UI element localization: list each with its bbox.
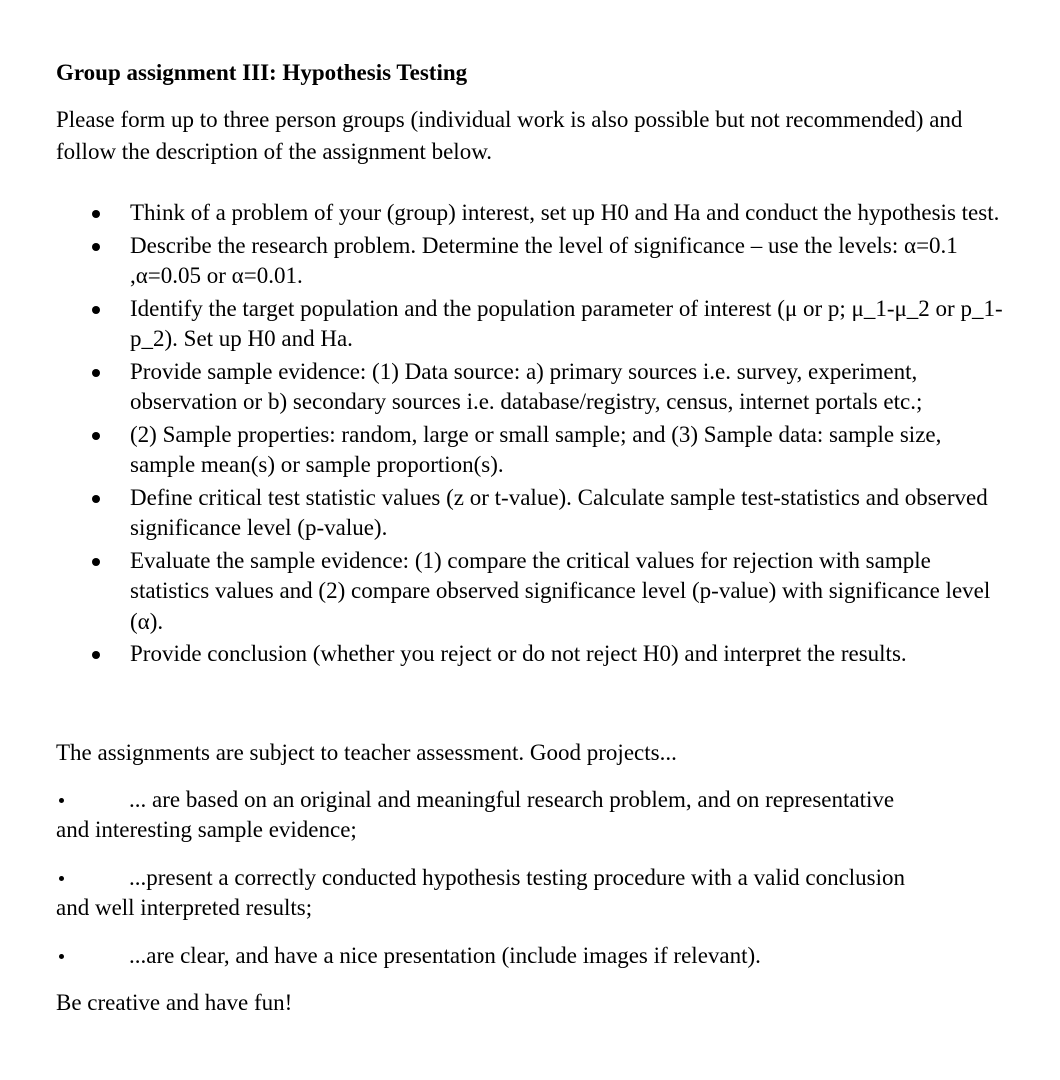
list-item (56, 231, 1006, 292)
criterion-item (56, 941, 1006, 971)
criterion-first-line: ...present a correctly conducted hypothesis testing procedure with a valid conclusion (129, 864, 906, 890)
list-item (56, 294, 1006, 355)
bullet-icon (92, 495, 100, 503)
list-item-text: Describe the research problem. Determine the level of significance – use the levels: α=0.1 ,α=0.05 or α=0.01. (130, 232, 958, 288)
bullet-icon (59, 876, 64, 881)
bullet-icon (59, 798, 64, 803)
criterion-item (56, 863, 1006, 923)
document-title: Group assignment III: Hypothesis Testing (56, 60, 468, 85)
bullet-icon (92, 306, 100, 314)
list-item-text: Evaluate the sample evidence: (1) compare the critical values for rejection with sample statistics values and (2) compare observed significance level (p-value) with significance level (α). (130, 547, 991, 634)
list-item-text: (2) Sample properties: random, large or small sample; and (3) Sample data: sample size, sample mean(s) or sample proportion(s). (130, 421, 942, 477)
criterion-item (56, 785, 1006, 845)
criterion-first-line: ... are based on an original and meaningful research problem, and on representative (129, 786, 895, 812)
list-item (56, 639, 1006, 670)
list-item-text: Identify the target population and the population parameter of interest (μ or p; μ_1-μ_2 or p_1-p_2). Set up H0 and Ha. (130, 295, 1003, 351)
bullet-icon (59, 954, 64, 959)
intro-paragraph: Please form up to three person groups (individual work is also possible but not recommended) and follow the description of the assignment below. (56, 107, 963, 164)
list-item (56, 420, 1006, 481)
list-item (56, 546, 1006, 638)
bullet-icon (92, 651, 100, 659)
list-item (56, 198, 1006, 229)
list-item (56, 483, 1006, 544)
list-item-text: Provide sample evidence: (1) Data source: a) primary sources i.e. survey, experiment, observation or b) secondary sources i.e. database/registry, census, internet portals etc.; (130, 358, 923, 414)
list-item-text: Think of a problem of your (group) interest, set up H0 and Ha and conduct the hypothesis test. (130, 200, 1000, 225)
assessment-intro: The assignments are subject to teacher assessment. Good projects... (56, 739, 677, 765)
bullet-icon (92, 243, 100, 251)
bullet-icon (92, 558, 100, 566)
criterion-continuation: and well interpreted results; (56, 894, 313, 920)
closing-line: Be creative and have fun! (56, 989, 293, 1015)
list-item-text: Provide conclusion (whether you reject or do not reject H0) and interpret the results. (130, 641, 907, 666)
bullet-icon (92, 369, 100, 377)
document-page (56, 58, 1006, 1018)
bullet-icon (92, 210, 100, 218)
bullet-icon (92, 432, 100, 440)
assignment-steps-list (56, 198, 1006, 670)
list-item-text: Define critical test statistic values (z or t-value). Calculate sample test-statistics and observed significance level (p-value). (130, 484, 988, 540)
list-item (56, 357, 1006, 418)
criterion-first-line: ...are clear, and have a nice presentation (include images if relevant). (129, 942, 761, 968)
criterion-continuation: and interesting sample evidence; (56, 816, 357, 842)
